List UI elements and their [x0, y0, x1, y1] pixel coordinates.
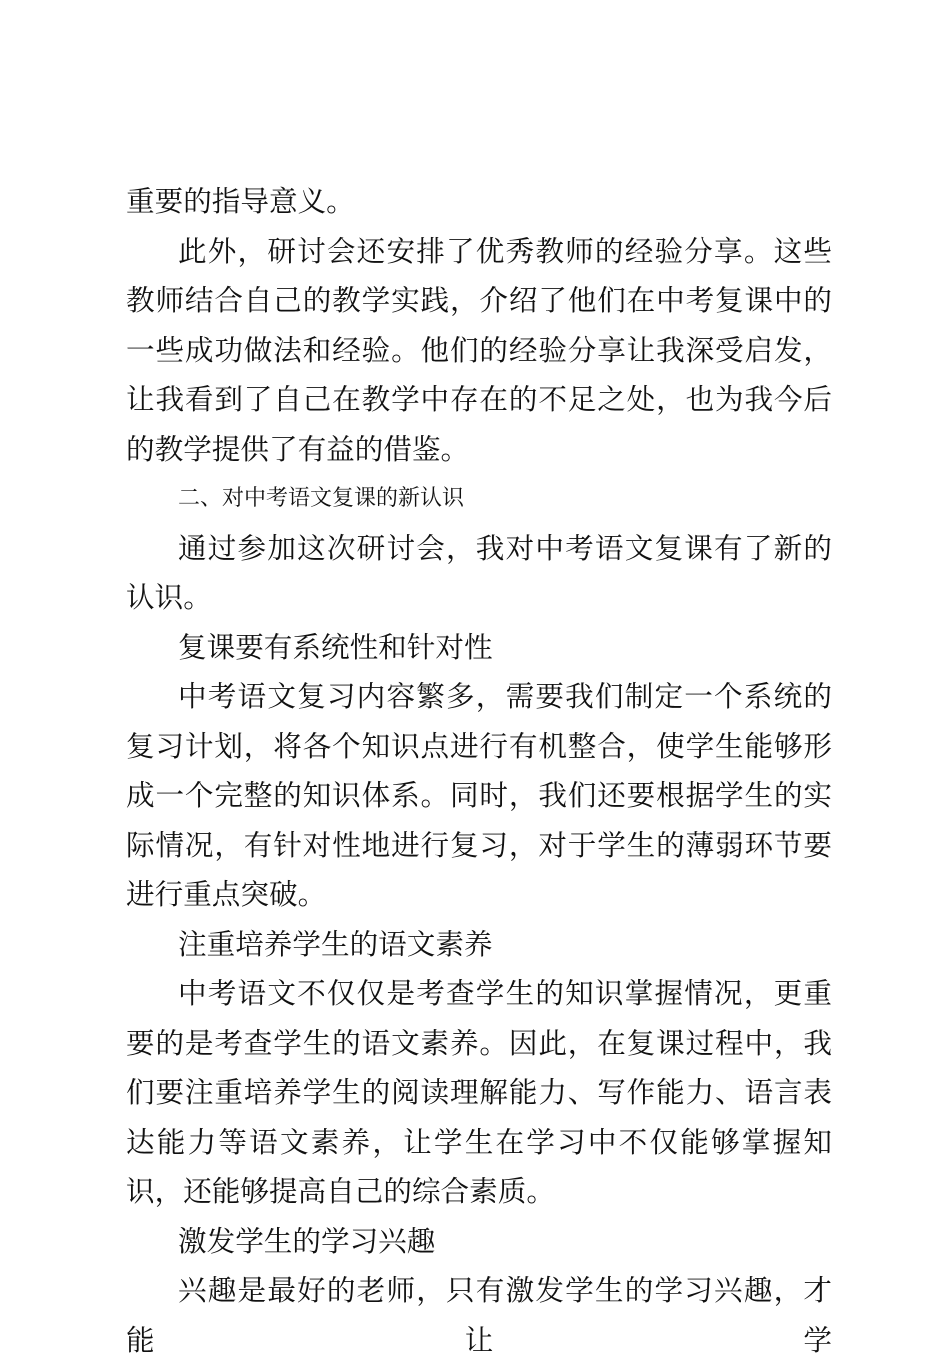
- paragraph-interest: 兴趣是最好的老师，只有激发学生的学习兴趣，才能让学: [126, 1273, 832, 1357]
- section-heading: 二、对中考语文复课的新认识: [178, 486, 465, 511]
- paragraph-continuation: 重要的指导意义。: [126, 184, 355, 218]
- document-body: [126, 177, 832, 1365]
- subheading-systematic: 复课要有系统性和针对性: [178, 629, 493, 664]
- paragraph-experience-sharing: 此外，研讨会还安排了优秀教师的经验分享。这些教师结合自己的教学实践，介绍了他们在中考复课中的一些成功做法和经验。他们的经验分享让我深受启发，让我看到了自己在教学中存在的不足之处，也为我今后的教学提供了有益的借鉴。: [126, 233, 832, 466]
- paragraph-systematic: 中考语文复习内容繁多，需要我们制定一个系统的复习计划，将各个知识点进行有机整合，使学生能够形成一个完整的知识体系。同时，我们还要根据学生的实际情况，有针对性地进行复习，对于学生的薄弱环节要进行重点突破。: [126, 679, 832, 911]
- paragraph-literacy: 中考语文不仅仅是考查学生的知识掌握情况，更重要的是考查学生的语文素养。因此，在复课过程中，我们要注重培养学生的阅读理解能力、写作能力、语言表达能力等语文素养，让学生在学习中不仅能够掌握知识，还能够提高自己的综合素质。: [126, 976, 832, 1208]
- paragraph-new-understanding: 通过参加这次研讨会，我对中考语文复课有了新的认识。: [126, 530, 832, 614]
- subheading-literacy: 注重培养学生的语文素养: [178, 926, 493, 961]
- subheading-interest: 激发学生的学习兴趣: [178, 1223, 436, 1258]
